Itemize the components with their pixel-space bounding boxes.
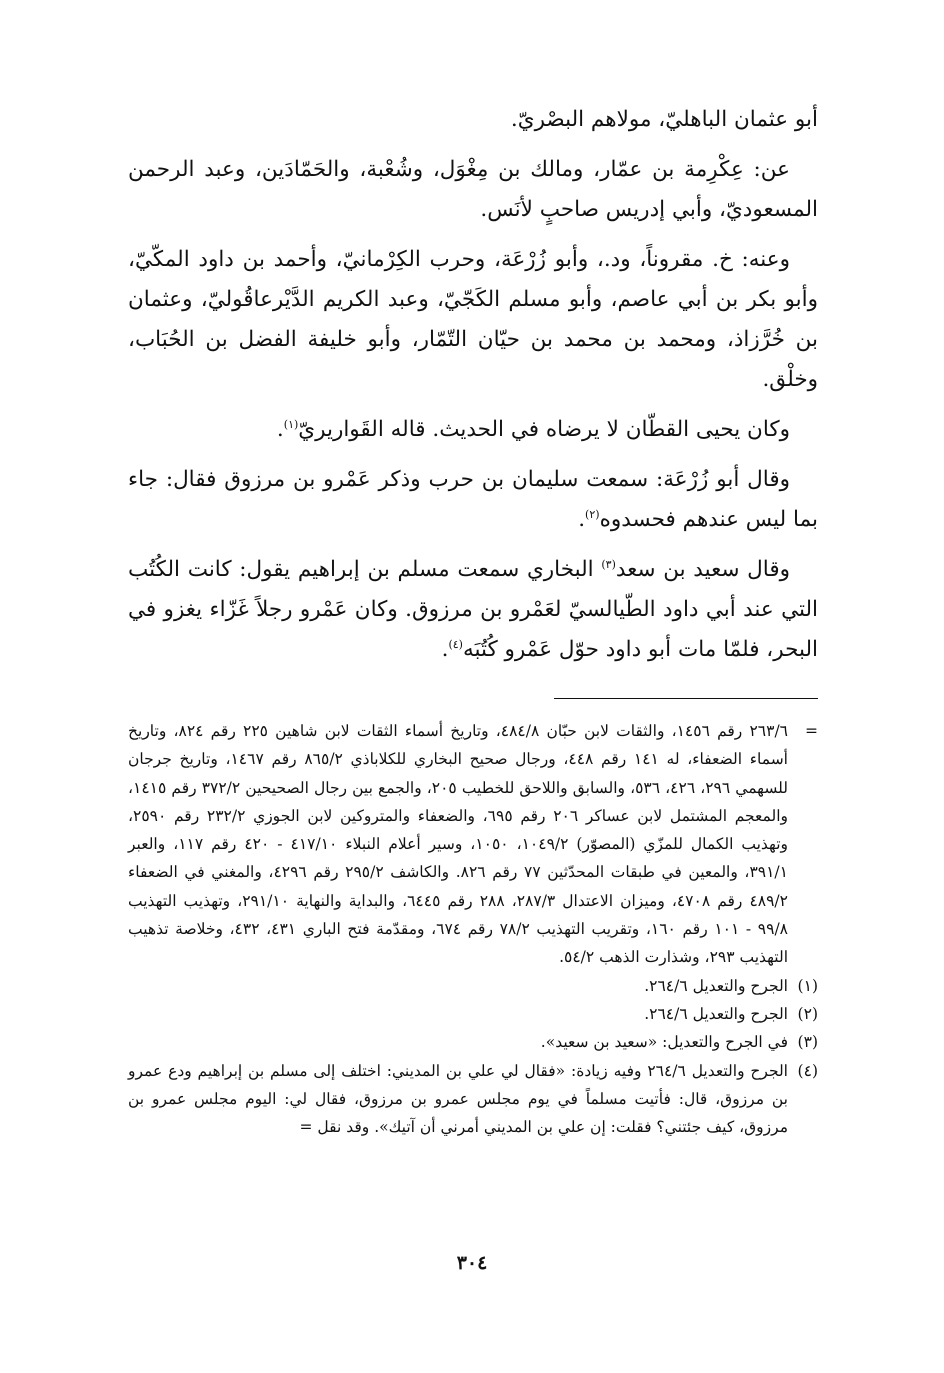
footnote-4-text: الجرح والتعديل ٢٦٤/٦ وفيه زيادة: «فقال لي علي بن المديني: اختلف إلى مسلم بن إبراهيم ودع عمرو بن مرزوق، قال: فأتيت مسلماً في يوم مجلس عمرو بن مرزوق، فقال لي: اليوم مجلس عمرو بن مرزوق، كيف جئتني؟ فقلت: إن علي بن المديني أمرني أن آتيك». وقد نقل = xyxy=(128,1061,788,1137)
footnote-4 xyxy=(128,1057,818,1142)
main-text xyxy=(128,100,818,670)
continuation-text: ٢٦٣/٦ رقم ١٤٥٦، والثقات لابن حبّان ٤٨٤/٨، وتاريخ أسماء الثقات لابن شاهين ٢٢٥ رقم ٨٢٤، وتاريخ أسماء الضعفاء، له ١٤١ رقم ٤٤٨، ورجال صحيح البخاري للكلاباذي ٨٦٥/٢ رقم ١٤٦٧، وتاريخ جرجان للسهمي ٢٩٦، ٤٢٦، ٥٣٦، والسابق واللاحق للخطيب ٢٠٥، والجمع بين رجال الصحيحين ٣٧٢/٢ رقم ١٤١٥، والمعجم المشتمل لابن عساكر ٢٠٦ رقم ٦٩٥، والضعفاء والمتروكين لابن الجوزي ٢٣٢/٢ رقم ٢٥٩٠، وتهذيب الكمال للمزّي (المصوّر) ١٠٤٩/٢، ١٠٥٠، وسير أعلام النبلاء ٤١٧/١٠ - ٤٢٠ رقم ١١٧، والعبر ٣٩١/١، والمعين في طبقات المحدّثين ٧٧ رقم ٨٢٦. والكاشف ٢٩٥/٢ رقم ٤٢٩٦، والمغني في الضعفاء ٤٨٩/٢ رقم ٤٧٠٨، وميزان الاعتدال ٢٨٧/٣، ٢٨٨ رقم ٦٤٤٥، والبداية والنهاية ٢٩١/١٠، وتهذيب التهذيب ٩٩/٨ - ١٠١ رقم ١٦٠، وتقريب التهذيب ٧٨/٢ رقم ٦٧٤، ومقدّمة فتح الباري ٤٣١، ٤٣٢، وخلاصة تذهيب التهذيب ٢٩٣، وشذارت الذهب ٥٤/٢. xyxy=(128,722,789,967)
footnotes xyxy=(128,717,818,1141)
footnote-ref-3[interactable]: (٣) xyxy=(601,557,616,571)
paragraph-qattan xyxy=(128,410,818,450)
footnote-3-marker: (٣) xyxy=(797,1033,818,1052)
footnote-1-text: الجرح والتعديل ٢٦٤/٦. xyxy=(644,976,788,995)
footnote-ref-4[interactable]: (٤) xyxy=(448,637,463,651)
footnote-1-marker: (١) xyxy=(797,976,818,995)
footnote-continuation xyxy=(128,717,818,972)
footnote-2 xyxy=(128,1000,818,1028)
bukhari-period: . xyxy=(441,637,449,662)
paragraph-said-bin-sad xyxy=(128,550,818,670)
footnote-3 xyxy=(128,1028,818,1056)
footnote-ref-1[interactable]: (١) xyxy=(283,417,299,431)
said-bin-sad-text: وقال سعيد بن سعد xyxy=(615,557,791,582)
paragraph-nisba: أبو عثمان الباهليّ، مولاهم البصْريّ. xyxy=(510,107,818,132)
paragraph-narrated-by: وعنه: خ. مقروناً، ود.، وأبو زُرْعَة، وحرب الكِرْمانيّ، وأحمد بن داود المكّيّ، وأبو بكر بن أبي عاصم، وأبو مسلم الكَجّيّ، وعبد الكريم الدَّيْرعاقُوليّ، وعثمان بن خُرَّزاذ، ومحمد بن محمد بن حيّان التّمّار، وأبو خليفة الفضل بن الحُبَاب، وخلْق. xyxy=(128,247,818,392)
continuation-marker: = xyxy=(805,722,818,740)
abu-zura-period: . xyxy=(578,507,586,532)
paragraph-abu-zura xyxy=(128,460,818,540)
qattan-period: . xyxy=(276,417,284,442)
footnote-divider xyxy=(554,698,818,699)
footnote-2-marker: (٢) xyxy=(797,1004,818,1023)
footnote-3-text: في الجرح والتعديل: «سعيد بن سعيد». xyxy=(540,1033,788,1052)
page-number: ٣٠٤ xyxy=(456,1252,488,1274)
book-page xyxy=(128,100,818,1141)
qattan-text: وكان يحيى القطّان لا يرضاه في الحديث. قاله القَواريريّ xyxy=(298,417,790,442)
paragraph-narrated-from: عن: عِكْرِمة بن عمّار، ومالك بن مِغْوَل، وشُعْبة، والحَمّادَين، وعبد الرحمن المسعوديّ، وأبي إدريس صاحبٍ لأنَس. xyxy=(128,157,818,222)
bukhari-text: البخاري سمعت مسلم بن إبراهيم يقول: كانت الكُتُب التي عند أبي داود الطّيالسيّ لعَمْرو بن مرزوق. وكان عَمْرو رجلاً غَزّاء يغزو في البحر، فلمّا مات أبو داود حوّل عَمْرو كُتُبَه xyxy=(128,557,818,662)
abu-zura-text: وقال أبو زُرْعَة: سمعت سليمان بن حرب وذكر عَمْرو بن مرزوق فقال: جاء بما ليس عندهم فحسدوه xyxy=(128,467,818,532)
footnote-4-marker: (٤) xyxy=(797,1061,818,1080)
footnote-2-text: الجرح والتعديل ٢٦٤/٦. xyxy=(644,1004,788,1023)
footnote-1 xyxy=(128,972,818,1000)
footnote-ref-2[interactable]: (٢) xyxy=(585,507,600,521)
